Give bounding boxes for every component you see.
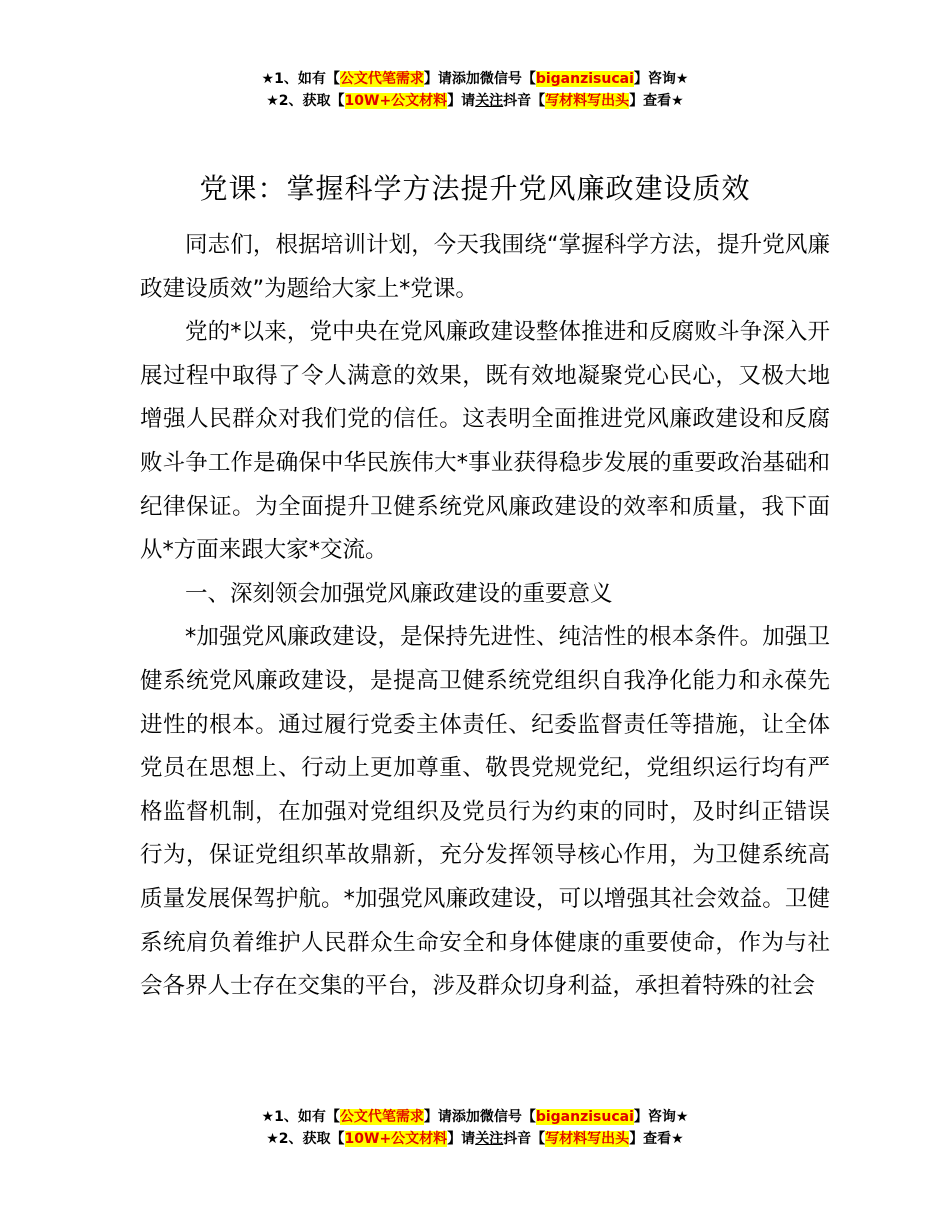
footer-highlight-materials: 10W+公文材料: [344, 1131, 448, 1147]
footer-line-1-middle: 】请添加微信号【: [423, 1109, 536, 1125]
footer-line-2-middle-a: 】请: [447, 1131, 476, 1147]
banner-highlight-wechat-id: biganzisucai: [535, 71, 634, 87]
footer-line-2-middle-b: 抖音【: [503, 1131, 546, 1147]
banner-highlight-account: 写材料写出头: [545, 93, 630, 109]
footer-underlined-follow: 关注: [475, 1131, 504, 1147]
banner-line-1-prefix: ★1、如有【: [261, 71, 340, 87]
header-banner: [0, 68, 950, 112]
paragraph-significance: *加强党风廉政建设，是保持先进性、纯洁性的根本条件。加强卫健系统党风廉政建设，是提高卫健系统党组织自我净化能力和永葆先进性的根本。通过履行党委主体责任、纪委监督责任等措施，让全体党员在思想上、行动上更加尊重、敬畏党规党纪，党组织运行均有严格监督机制，在加强对党组织及党员行为约束的同时，及时纠正错误行为，保证党组织革故鼎新，充分发挥领导核心作用，为卫健系统高质量发展保驾护航。*加强党风廉政建设，可以增强其社会效益。卫健系统肩负着维护人民群众生命安全和身体健康的重要使命，作为与社会各界人士存在交集的平台，涉及群众切身利益，承担着特殊的社会: [140, 624, 830, 1000]
document-body: [140, 224, 830, 1009]
banner-highlight-materials: 10W+公文材料: [344, 93, 448, 109]
footer-banner: [0, 1106, 950, 1150]
paragraph-background: 党的*以来，党中央在党风廉政建设整体推进和反腐败斗争深入开展过程中取得了令人满意的效果，既有效地凝聚党心民心，又极大地增强人民群众对我们党的信任。这表明全面推进党风廉政建设和反腐败斗争工作是确保中华民族伟大*事业获得稳步发展的重要政治基础和纪律保证。为全面提升卫健系统党风廉政建设的效率和质量，我下面从*方面来跟大家*交流。: [140, 319, 830, 564]
paragraph-intro: 同志们，根据培训计划，今天我围绕“掌握科学方法，提升党风廉政建设质效”为题给大家上*党课。: [140, 232, 830, 302]
footer-highlight-account: 写材料写出头: [545, 1131, 630, 1147]
banner-line-2-suffix: 】查看★: [629, 93, 684, 109]
banner-line-1: [0, 68, 950, 90]
banner-line-1-middle: 】请添加微信号【: [423, 71, 536, 87]
banner-line-1-suffix: 】咨询★: [633, 71, 689, 87]
footer-highlight-wechat-id: biganzisucai: [535, 1109, 634, 1125]
banner-highlight-service: 公文代笔需求: [339, 71, 424, 87]
footer-line-1-suffix: 】咨询★: [633, 1109, 689, 1125]
banner-line-2-prefix: ★2、获取【: [266, 93, 345, 109]
banner-line-2: [0, 90, 950, 112]
footer-line-1-prefix: ★1、如有【: [261, 1109, 340, 1125]
banner-underlined-follow: 关注: [475, 93, 504, 109]
footer-banner-line-2: [0, 1128, 950, 1150]
banner-line-2-middle-a: 】请: [447, 93, 476, 109]
footer-banner-line-1: [0, 1106, 950, 1128]
footer-line-2-suffix: 】查看★: [629, 1131, 684, 1147]
footer-line-2-prefix: ★2、获取【: [266, 1131, 345, 1147]
banner-line-2-middle-b: 抖音【: [503, 93, 546, 109]
footer-highlight-service: 公文代笔需求: [339, 1109, 424, 1125]
document-title: 党课：掌握科学方法提升党风廉政建设质效: [199, 172, 751, 205]
section-heading-1: 一、深刻领会加强党风廉政建设的重要意义: [185, 580, 613, 607]
